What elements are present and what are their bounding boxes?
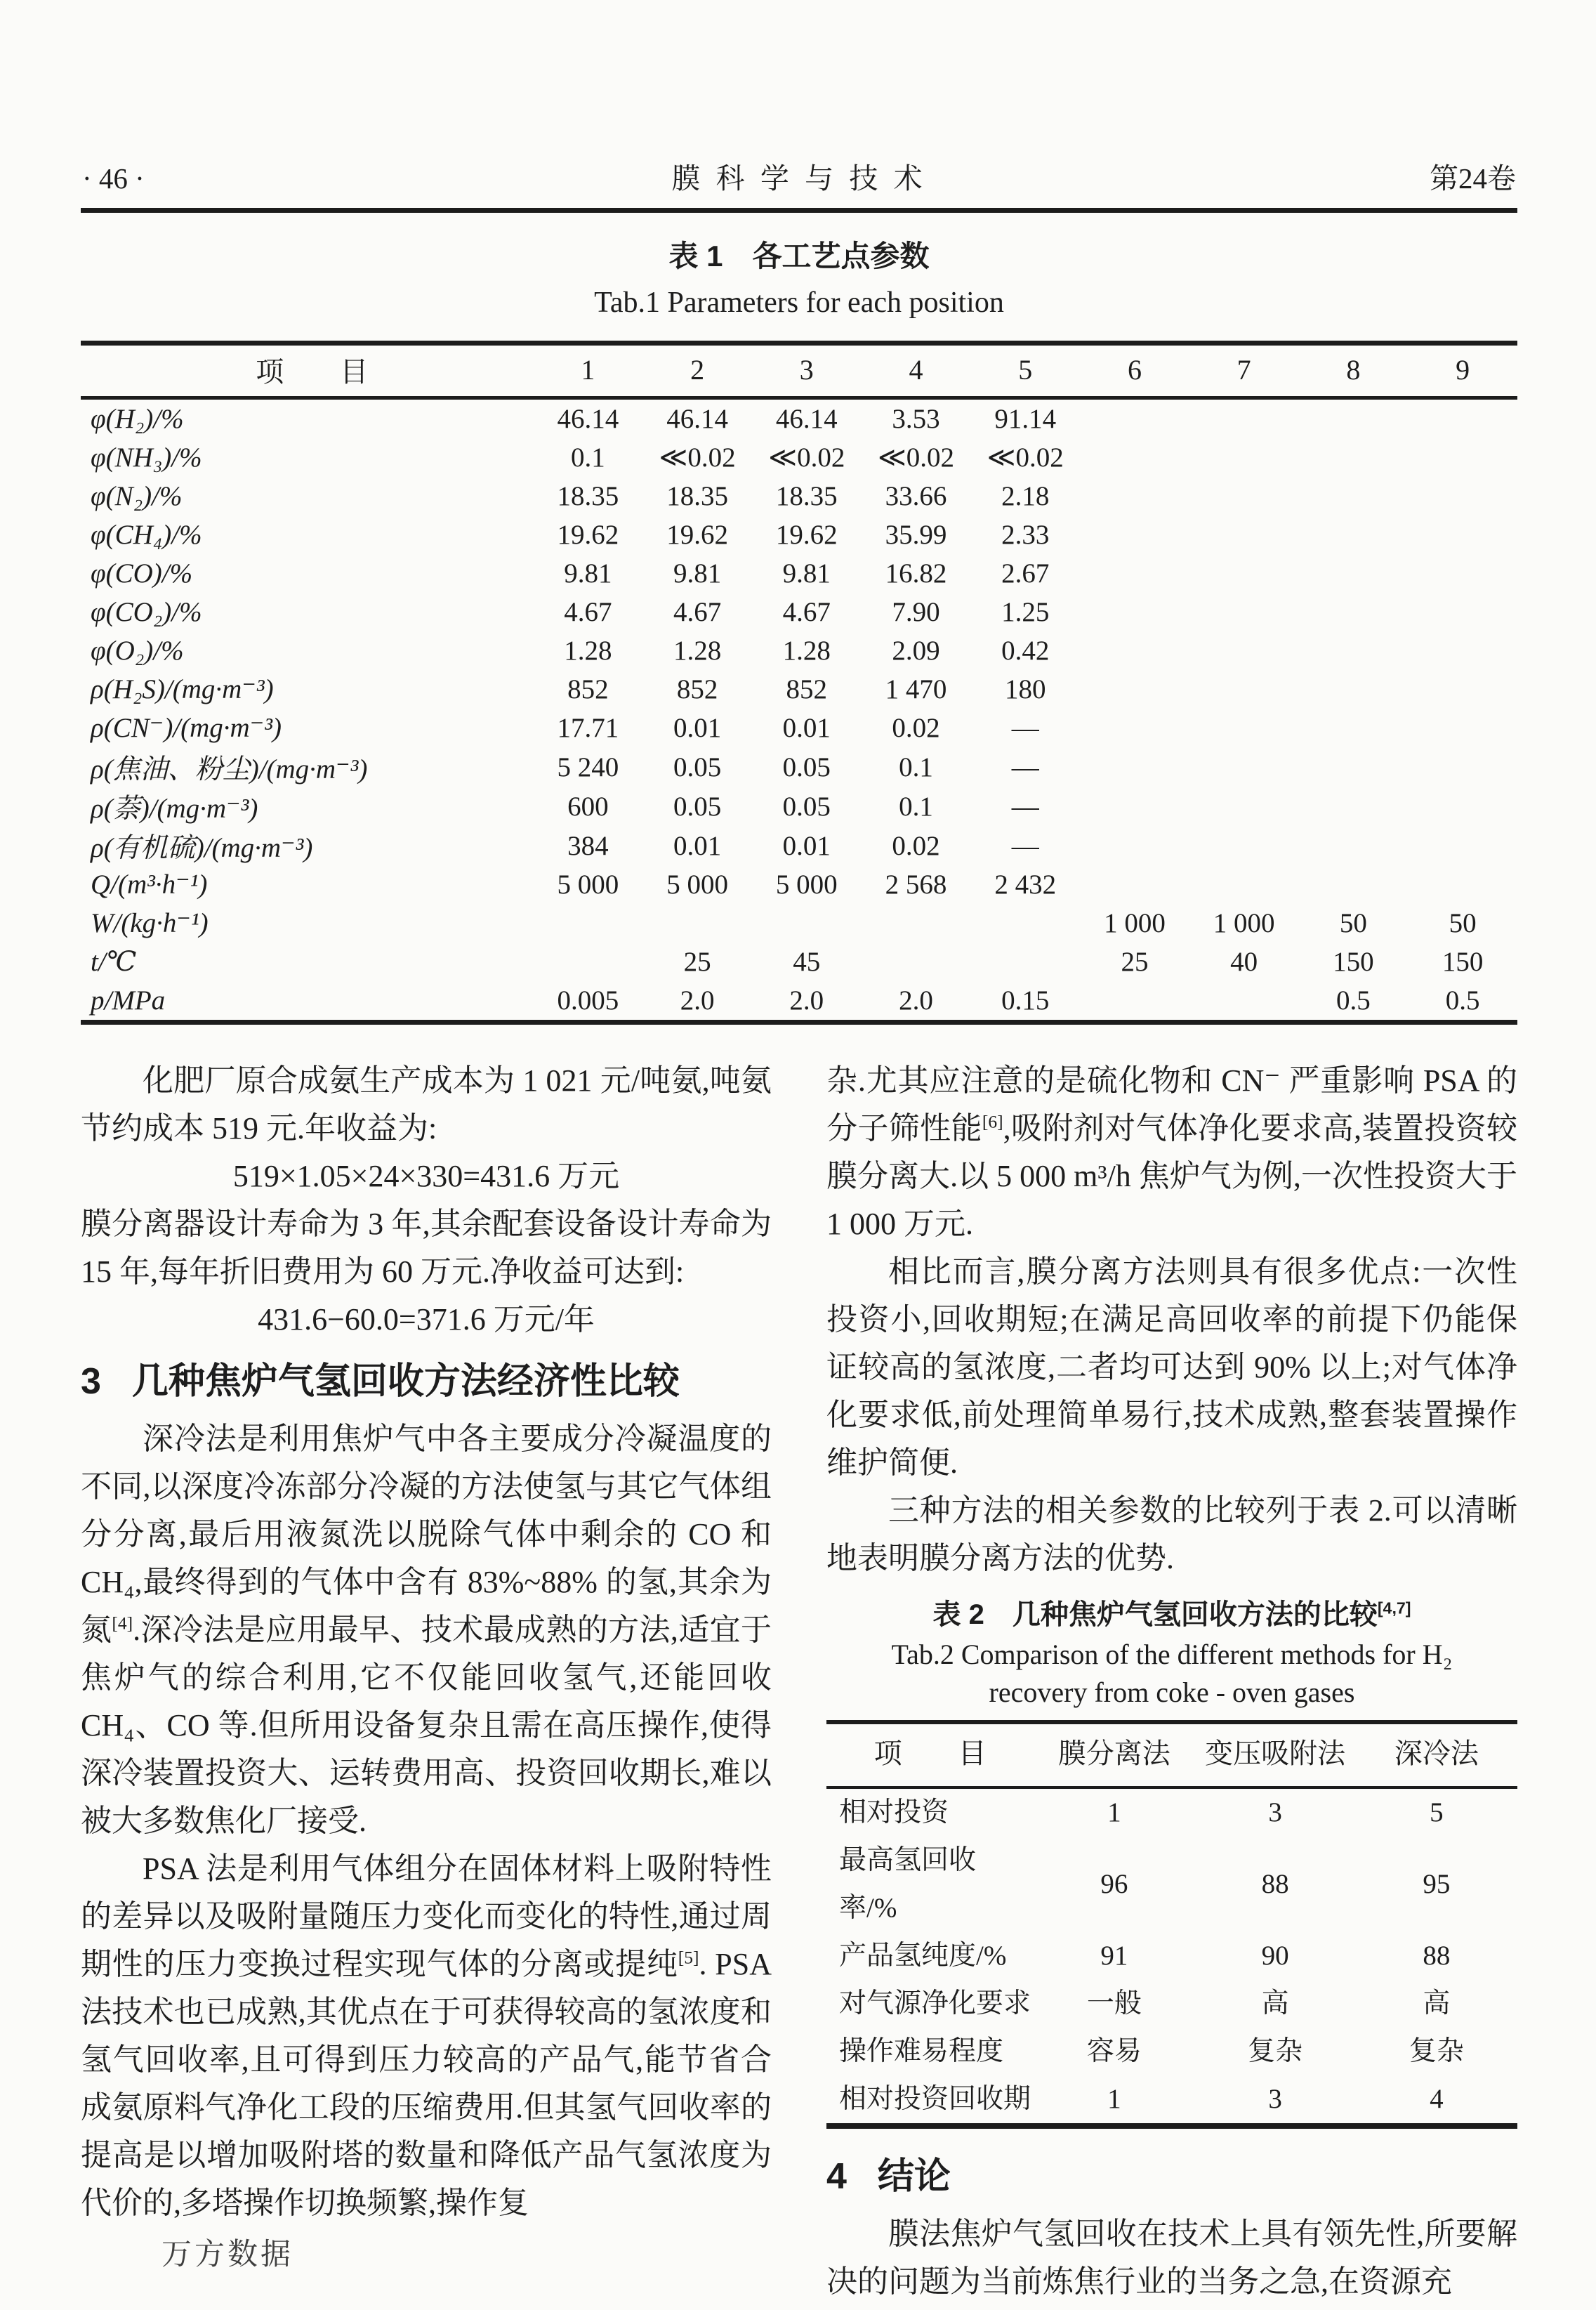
table2-header-col: 变压吸附法 — [1194, 1722, 1355, 1787]
cell: 1 — [1107, 2084, 1121, 2114]
row-label: 相对投资回收期 — [839, 2084, 1031, 2114]
cell: 17.71 — [557, 713, 619, 743]
cell: 46.14 — [775, 404, 838, 434]
page-header — [81, 160, 1517, 213]
paragraph-text: .深冷法是应用最早、技术最成熟的方法,适宜于焦炉气的综合利用,它不仅能回收氢气,还能回收 CH₄、CO 等.但所用设备复杂且需在高压操作,使得深冷装置投资大、运转费用高、投资回收期长,难以被大多数焦化厂接受. — [81, 1613, 772, 1838]
table2-caption-en-line2: recovery from coke - oven gases — [989, 1676, 1355, 1708]
cell: 1.28 — [564, 636, 612, 666]
cell: 852 — [786, 674, 828, 704]
table1-header-col: 9 — [1408, 343, 1517, 398]
table-row — [81, 904, 1517, 943]
paragraph: 膜法焦炉气氢回收在技术上具有领先性,所要解决的问题为当前炼焦行业的当务之急,在资源充 — [826, 2217, 1517, 2299]
cell — [1080, 593, 1189, 631]
paragraph: 化肥厂原合成氨生产成本为 1 021 元/吨氨,吨氨节约成本 519 元.年收益为: — [81, 1063, 772, 1146]
table-row — [81, 438, 1517, 477]
cell — [642, 904, 752, 943]
cell — [1299, 438, 1409, 477]
table1-caption-cn: 表 1 各工艺点参数 — [668, 239, 930, 273]
cell — [1189, 593, 1299, 631]
cell — [1299, 516, 1409, 554]
cell: 600 — [567, 791, 609, 822]
row-label: φ(CO₂)/% — [91, 597, 202, 627]
section-title: 几种焦炉气氢回收方法经济性比较 — [131, 1361, 680, 1402]
table-row — [81, 477, 1517, 516]
table-row — [81, 865, 1517, 904]
cell — [1189, 981, 1299, 1023]
row-label: φ(O₂)/% — [91, 636, 184, 666]
cell — [1080, 554, 1189, 593]
cell — [752, 904, 862, 943]
table-row — [826, 1932, 1517, 1980]
cell: 19.62 — [557, 520, 619, 550]
cell — [1299, 631, 1409, 670]
table2-header-row — [826, 1722, 1517, 1787]
paragraph-text: PSA 法是利用气体组分在固体材料上吸附特性的差异以及吸附量随压力变化而变化的特性,通过周期性的压力变换过程实现气体的分离或提纯 — [81, 1851, 772, 1981]
cell: 7.90 — [892, 597, 940, 627]
row-label: W/(kg·h⁻¹) — [91, 908, 209, 938]
table-row — [826, 1980, 1517, 2028]
cell: 91 — [1100, 1941, 1128, 1971]
cell — [1408, 477, 1517, 516]
cell — [1080, 865, 1189, 904]
cell — [1189, 398, 1299, 439]
cell: 0.1 — [899, 791, 933, 822]
table1-header-col: 3 — [752, 343, 862, 398]
cell — [1080, 670, 1189, 709]
cell: 0.15 — [1001, 985, 1050, 1016]
section-heading-4 — [826, 2148, 1517, 2205]
cell: 9.81 — [564, 558, 612, 589]
table-row — [81, 398, 1517, 439]
row-label: 操作难易程度 — [839, 2036, 1004, 2066]
paragraph — [81, 1415, 772, 1845]
cell — [1080, 981, 1189, 1023]
cell: 3.53 — [892, 404, 940, 434]
paragraph: 膜分离器设计寿命为 3 年,其余配套设备设计寿命为 15 年,每年折旧费用为 60 万元.净收益可达到: — [81, 1207, 772, 1289]
cell — [1189, 787, 1299, 826]
paragraph: 相比而言,膜分离方法则具有很多优点:一次性投资小,回收期短;在满足高回收率的前提下仍能保证较高的氢浓度,二者均可达到 90% 以上;对气体净化要求低,前处理简单易行,技术成熟,整套装置操作维护简便. — [826, 1254, 1517, 1480]
cell: 50 — [1339, 908, 1367, 938]
cell: 25 — [1121, 947, 1149, 977]
cell: 9.81 — [673, 558, 722, 589]
body-right-column — [826, 1057, 1517, 2306]
cell: 33.66 — [885, 481, 947, 511]
cell: 852 — [567, 674, 609, 704]
table1-header-col: 7 — [1189, 343, 1299, 398]
table-row — [81, 981, 1517, 1023]
row-label: φ(N₂)/% — [91, 481, 183, 511]
cell: 0.05 — [673, 791, 722, 822]
table-row — [81, 670, 1517, 709]
table-row — [81, 631, 1517, 670]
cell: 88 — [1423, 1941, 1451, 1971]
cell: 容易 — [1086, 2036, 1142, 2066]
cell — [1408, 787, 1517, 826]
cell — [970, 943, 1080, 981]
cell — [1299, 670, 1409, 709]
cell: 5 240 — [557, 752, 619, 782]
cell: ≪0.02 — [877, 442, 955, 473]
table-row — [81, 787, 1517, 826]
cell: — — [1011, 830, 1039, 861]
page-number: · 46 · — [82, 162, 145, 195]
cell: 18.35 — [775, 481, 838, 511]
cell: 4 — [1430, 2084, 1444, 2114]
cell: 3 — [1268, 2084, 1282, 2114]
row-label: φ(NH₃)/% — [91, 442, 202, 473]
table2-header-item: 项 目 — [826, 1722, 1034, 1787]
cell: 50 — [1449, 908, 1477, 938]
cell: 4.67 — [564, 597, 612, 627]
cell: ≪0.02 — [987, 442, 1064, 473]
cell: 46.14 — [666, 404, 728, 434]
volume-label: 第24卷 — [1430, 162, 1516, 195]
cell: ≪0.02 — [659, 442, 736, 473]
cell: 96 — [1100, 1869, 1128, 1899]
cell — [1408, 747, 1517, 787]
cell — [1408, 593, 1517, 631]
cell: 1.28 — [673, 636, 722, 666]
cell: 95 — [1423, 1869, 1451, 1899]
cell: 2 568 — [885, 869, 947, 900]
cell — [1299, 477, 1409, 516]
cell: 1 — [1107, 1797, 1121, 1827]
cell: — — [1011, 752, 1039, 782]
cell — [1189, 709, 1299, 747]
cell: 0.02 — [892, 830, 940, 861]
cell — [1299, 709, 1409, 747]
row-label: φ(CO)/% — [91, 558, 193, 589]
cell: 35.99 — [885, 520, 947, 550]
cell: 3 — [1268, 1797, 1282, 1827]
row-label: φ(H₂)/% — [91, 404, 184, 434]
cell: 1 000 — [1213, 908, 1275, 938]
cell: 19.62 — [666, 520, 728, 550]
cell — [1299, 747, 1409, 787]
cell — [1299, 398, 1409, 439]
cell: 0.5 — [1445, 985, 1480, 1016]
paragraph-text: 深冷法是利用焦炉气中各主要成分冷凝温度的不同,以深度冷冻部分冷凝的方法使氢与其它气体组分分离,最后用液氮洗以脱除气体中剩余的 CO 和 CH₄,最终得到的气体中含有 83%~88% 的氢,其余为氮 — [81, 1422, 772, 1647]
cell: 46.14 — [557, 404, 619, 434]
cell — [1408, 516, 1517, 554]
cell: 0.5 — [1336, 985, 1371, 1016]
section-number: 3 — [81, 1361, 101, 1402]
row-label: φ(CH₄)/% — [91, 520, 202, 550]
cell: ≪0.02 — [768, 442, 845, 473]
cell: 0.42 — [1001, 636, 1050, 666]
table1-header-col: 6 — [1080, 343, 1189, 398]
cell — [862, 904, 971, 943]
cell: 2.33 — [1001, 520, 1050, 550]
table1 — [81, 341, 1517, 1025]
cell — [1189, 670, 1299, 709]
reference-superscript: [5] — [678, 1947, 699, 1968]
cell: 复杂 — [1409, 2036, 1464, 2066]
table2-header-col: 深冷法 — [1356, 1722, 1517, 1787]
cell: 150 — [1333, 947, 1374, 977]
table-row — [81, 943, 1517, 981]
row-label: ρ(CN⁻)/(mg·m⁻³) — [91, 713, 282, 743]
cell: 18.35 — [557, 481, 619, 511]
cell: 4.67 — [782, 597, 831, 627]
cell — [1408, 631, 1517, 670]
cell — [1408, 554, 1517, 593]
cell — [1408, 670, 1517, 709]
row-label: 产品氢纯度/% — [839, 1941, 1007, 1971]
cell: 18.35 — [666, 481, 728, 511]
cell: 0.1 — [570, 442, 605, 473]
table1-header-col: 1 — [533, 343, 642, 398]
table-row — [81, 709, 1517, 747]
cell — [1080, 709, 1189, 747]
cell — [1189, 438, 1299, 477]
row-label: ρ(萘)/(mg·m⁻³) — [91, 794, 258, 824]
cell — [1408, 826, 1517, 865]
cell — [1080, 438, 1189, 477]
footer-watermark: 万方数据 — [161, 2238, 294, 2271]
cell: 0.005 — [557, 985, 619, 1016]
cell: 91.14 — [994, 404, 1057, 434]
row-label: 相对投资 — [839, 1797, 949, 1827]
cell: — — [1011, 713, 1039, 743]
row-label: ρ(H₂S)/(mg·m⁻³) — [91, 674, 274, 704]
table1-header-col: 4 — [862, 343, 971, 398]
cell — [1189, 477, 1299, 516]
cell — [1408, 438, 1517, 477]
cell: 0.02 — [892, 713, 940, 743]
table1-caption-en: Tab.1 Parameters for each position — [594, 287, 1004, 319]
table-row — [826, 2075, 1517, 2126]
cell: 90 — [1261, 1941, 1289, 1971]
cell: 88 — [1261, 1869, 1289, 1899]
cell: 0.05 — [782, 791, 831, 822]
row-label: 最高氢回收率/% — [839, 1845, 977, 1923]
cell: 0.05 — [782, 752, 831, 782]
table2-caption-text: 表 2 几种焦炉气氢回收方法的比较 — [932, 1599, 1378, 1630]
cell: 2.18 — [1001, 481, 1050, 511]
cell: 45 — [793, 947, 821, 977]
paragraph-text: . PSA 法技术也已成熟,其优点在于可获得较高的氢浓度和氢气回收率,且可得到压力较高的产品气,能节省合成氨原料气净化工段的压缩费用.但其氢气回收率的提高是以增加吸附塔的数量和降低产品气氢浓度为代价的,多塔操作切换频繁,操作复 — [81, 1947, 772, 2220]
cell — [1299, 826, 1409, 865]
row-label: 对气源净化要求 — [839, 1988, 1031, 2019]
table-row — [81, 516, 1517, 554]
cell: 5 000 — [666, 869, 728, 900]
table-row — [826, 1837, 1517, 1932]
table-row — [81, 826, 1517, 865]
cell — [1189, 554, 1299, 593]
section-number: 4 — [826, 2156, 847, 2197]
table-row — [826, 2028, 1517, 2075]
cell — [1189, 865, 1299, 904]
table2-caption-en-line1: Tab.2 Comparison of the different methods for H₂ — [891, 1639, 1453, 1670]
paragraph: 三种方法的相关参数的比较列于表 2.可以清晰地表明膜分离方法的优势. — [826, 1493, 1517, 1575]
cell — [970, 904, 1080, 943]
table1-header-item: 项 目 — [81, 343, 533, 398]
section-heading-3 — [81, 1353, 772, 1410]
body-columns — [81, 1057, 1517, 2306]
paragraph-text: 杂.尤其应注意的是硫化物和 CN⁻ 严重影响 PSA 的分子筛性能 — [826, 1063, 1517, 1146]
cell: 384 — [567, 830, 609, 861]
cell: — — [1011, 791, 1039, 822]
cell: 150 — [1442, 947, 1484, 977]
cell — [1299, 554, 1409, 593]
cell — [1189, 631, 1299, 670]
cell — [1189, 516, 1299, 554]
row-label: t/℃ — [91, 947, 137, 977]
cell — [1189, 826, 1299, 865]
cell: 16.82 — [885, 558, 947, 589]
cell: 2.0 — [899, 985, 933, 1016]
cell: 180 — [1004, 674, 1046, 704]
cell: 1 000 — [1104, 908, 1166, 938]
cell: 852 — [676, 674, 718, 704]
table2-caption-cn — [826, 1594, 1517, 1636]
table2 — [826, 1720, 1517, 2129]
section-title: 结论 — [877, 2156, 951, 2197]
cell: 2.09 — [892, 636, 940, 666]
paragraph-text: ,吸附剂对气体净化要求高,装置投资较膜分离大.以 5 000 m³/h 焦炉气为例,一次性投资大于 1 000 万元. — [826, 1111, 1518, 1241]
cell: 4.67 — [673, 597, 722, 627]
formula: 519×1.05×24×330=431.6 万元 — [232, 1159, 620, 1193]
table2-header-col: 膜分离法 — [1034, 1722, 1194, 1787]
cell: 5 — [1430, 1797, 1444, 1827]
cell: 0.05 — [673, 752, 722, 782]
table-row — [81, 747, 1517, 787]
cell: 0.01 — [673, 713, 722, 743]
cell — [1408, 398, 1517, 439]
cell — [1080, 516, 1189, 554]
row-label: ρ(有机硫)/(mg·m⁻³) — [91, 833, 313, 863]
body-left-column — [81, 1057, 772, 2306]
cell — [1080, 398, 1189, 439]
cell — [1408, 865, 1517, 904]
cell: 0.01 — [673, 830, 722, 861]
cell: 1 470 — [885, 674, 947, 704]
row-label: Q/(m³·h⁻¹) — [91, 869, 208, 900]
cell — [533, 943, 642, 981]
table-row — [826, 1787, 1517, 1837]
cell: 5 000 — [775, 869, 838, 900]
cell — [1299, 787, 1409, 826]
cell — [1080, 477, 1189, 516]
cell — [1299, 593, 1409, 631]
table-row — [81, 554, 1517, 593]
cell — [1189, 747, 1299, 787]
cell: 40 — [1230, 947, 1258, 977]
paragraph — [826, 1057, 1517, 1248]
cell: 0.01 — [782, 830, 831, 861]
cell: 2.0 — [789, 985, 824, 1016]
cell — [1080, 787, 1189, 826]
cell: 复杂 — [1248, 2036, 1303, 2066]
cell: 9.81 — [782, 558, 831, 589]
cell: 0.01 — [782, 713, 831, 743]
cell: 高 — [1261, 1988, 1289, 2019]
cell: 1.25 — [1001, 597, 1050, 627]
table-row — [81, 593, 1517, 631]
cell: 一般 — [1086, 1988, 1142, 2019]
cell: 0.1 — [899, 752, 933, 782]
cell — [1080, 826, 1189, 865]
table1-header-col: 8 — [1299, 343, 1409, 398]
reference-superscript: [4,7] — [1377, 1599, 1411, 1617]
cell — [1299, 865, 1409, 904]
cell — [1080, 747, 1189, 787]
table1-header-col: 2 — [642, 343, 752, 398]
cell: 高 — [1423, 1988, 1451, 2019]
cell — [533, 904, 642, 943]
cell — [1408, 709, 1517, 747]
row-label: p/MPa — [91, 985, 166, 1016]
cell: 25 — [683, 947, 711, 977]
cell: 2.67 — [1001, 558, 1050, 589]
table1-header-col: 5 — [970, 343, 1080, 398]
cell: 5 000 — [557, 869, 619, 900]
table1-header-row — [81, 343, 1517, 398]
cell — [862, 943, 971, 981]
cell: 1.28 — [782, 636, 831, 666]
journal-title: 膜 科 学 与 技 术 — [671, 162, 927, 195]
cell: 2 432 — [994, 869, 1057, 900]
cell: 19.62 — [775, 520, 838, 550]
cell — [1080, 631, 1189, 670]
paragraph — [81, 1845, 772, 2227]
reference-superscript: [4] — [112, 1613, 133, 1634]
cell: 2.0 — [680, 985, 715, 1016]
formula: 431.6−60.0=371.6 万元/年 — [258, 1302, 595, 1337]
row-label: ρ(焦油、粉尘)/(mg·m⁻³) — [91, 754, 368, 785]
reference-superscript: [6] — [982, 1111, 1003, 1132]
